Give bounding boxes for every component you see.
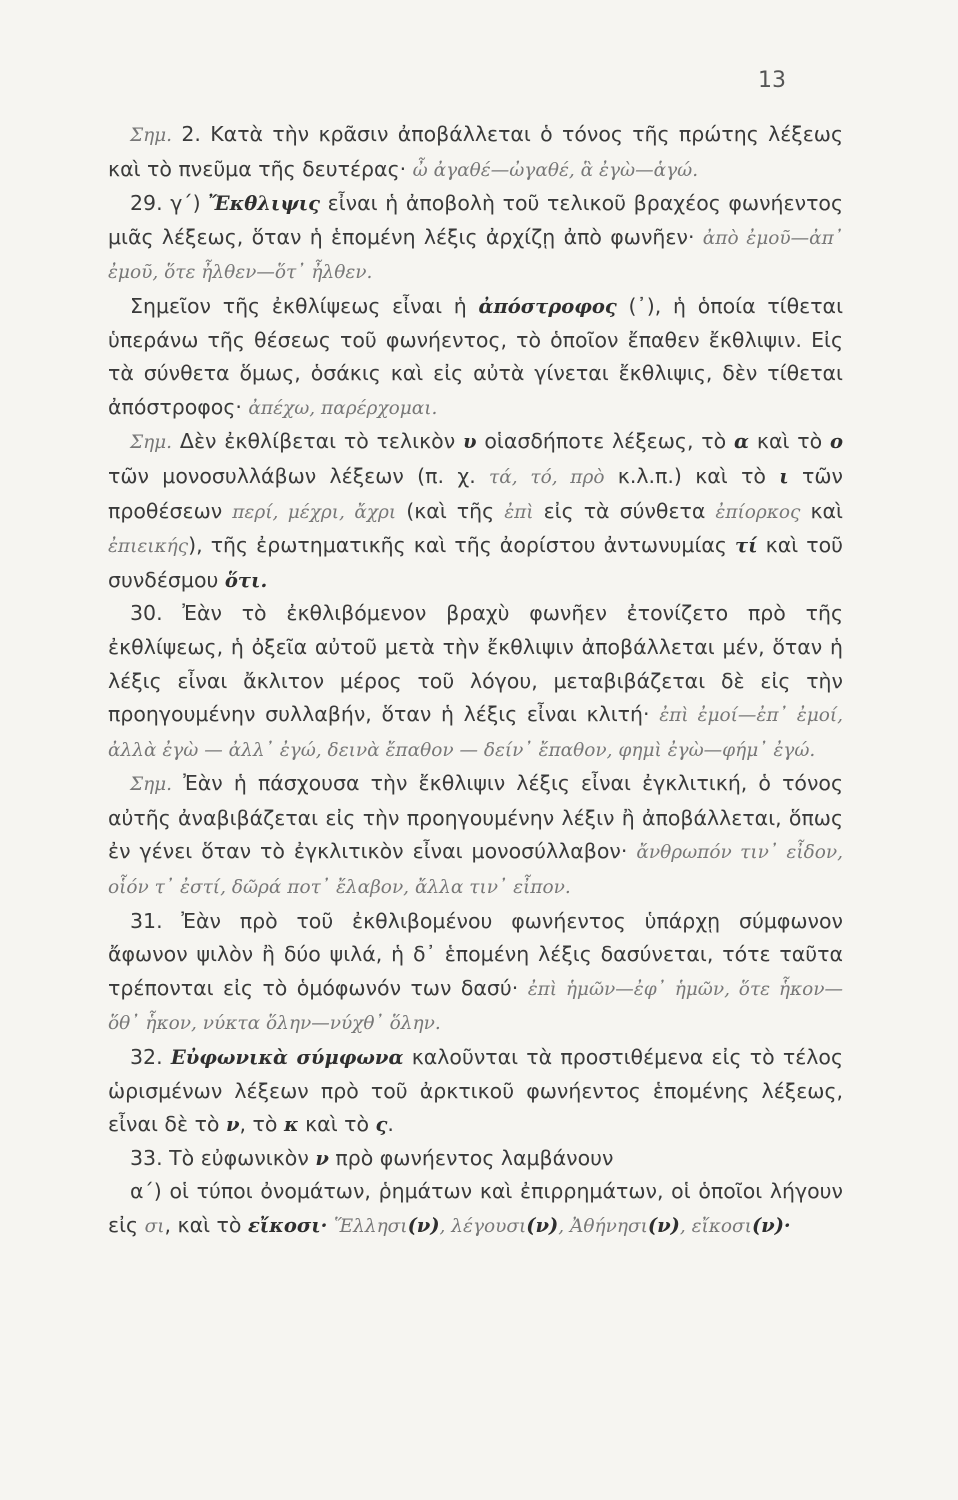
paragraph-31-aspiration	[108, 905, 843, 1041]
paragraph-29-elision	[108, 187, 843, 290]
text-run: εἶναι ἡ ἀποβολὴ τοῦ τελικοῦ βραχέος φωνήεντος μιᾶς λέξεως, ὅταν ἡ ἑπομένη λέξις ἀρχίζῃ ἀπὸ φωνῆεν·	[108, 191, 843, 249]
example-text: ἄνθρωπόν τιν᾿ εἶδον, οἷόν τ᾿ ἐστί, δῶρά ποτ᾿ ἔλαβον, ἄλλα τιν᾿ εἶπον.	[108, 842, 844, 899]
emphasis-term: α	[734, 430, 750, 454]
emphasis-term: Ἔκθλιψις	[208, 192, 320, 216]
emphasis-term: Εὐφωνικὰ σύμφωνα	[170, 1046, 404, 1070]
text-run: , καὶ τὸ	[164, 1213, 248, 1237]
paragraph-apostrophe	[108, 290, 843, 425]
example-text: , εἴκοσι	[679, 1216, 752, 1237]
page-body	[108, 118, 843, 1244]
emphasis-term: υ	[463, 430, 477, 454]
text-run: Δὲν ἐκθλίβεται τὸ τελικὸν	[172, 429, 463, 454]
text-run: τῶν μονοσυλλάβων λέξεων (π. χ.	[108, 463, 490, 488]
example-text: ἀπὸ ἐμοῦ—ἀπ᾿ ἐμοῦ, ὅτε ἦλθεν—ὅτ᾿ ἦλθεν.	[108, 227, 843, 284]
example-text: ἐπὶ	[504, 501, 534, 523]
text-run: Σημεῖον τῆς ἐκθλίψεως εἶναι ἡ	[130, 293, 479, 318]
example-text: σι	[144, 1216, 165, 1237]
text-run: 29. γ΄)	[130, 191, 209, 216]
text-run: καλοῦνται τὰ προστιθέμενα εἰς τὸ τέλος ὡρισμένων λέξεων πρὸ τοῦ ἀρκτικοῦ φωνήεντος ἑπομένης λέξεως, εἶναι δὲ τὸ	[108, 1045, 844, 1137]
text-run: καὶ τὸ	[749, 429, 830, 454]
text-run: (καὶ τῆς	[396, 498, 505, 523]
example-text: ἐπίορκος	[715, 501, 801, 523]
example-text: περί, μέχρι, ἄχρι	[232, 501, 397, 523]
emphasis-term: κ	[283, 1113, 299, 1137]
example-text: ἀπέχω, παρέρχομαι.	[248, 397, 438, 419]
example-text: Σημ.	[130, 774, 173, 796]
text-run: καὶ τὸ	[298, 1112, 376, 1137]
emphasis-term: ι	[779, 464, 789, 488]
paragraph-30-accent	[108, 597, 843, 767]
example-text: ὦ ἀγαθέ—ὠγαθέ, ἃ ἐγὼ—ἁγώ.	[412, 159, 699, 181]
text-run: εἰς τὰ σύνθετα	[533, 498, 716, 523]
text-run: οἱασδήποτε λέξεως, τὸ	[476, 429, 735, 454]
text-run: .	[387, 1112, 394, 1137]
paragraph-note-enclitic	[108, 767, 843, 904]
emphasis-term: ο	[829, 430, 843, 454]
example-text: Σημ.	[130, 125, 173, 146]
example-text: ἐπιεικής	[108, 536, 189, 558]
example-text: , Ἀθήνησι	[558, 1216, 648, 1237]
page-number: 13	[758, 68, 786, 93]
example-text: Ἕλλησι	[334, 1216, 408, 1237]
emphasis-term: ν	[225, 1113, 240, 1137]
text-run: κ.λ.π.) καὶ τὸ	[604, 463, 780, 488]
text-run: τῶν προθέσεων	[108, 463, 844, 523]
example-text: , λέγουσι	[439, 1216, 527, 1237]
text-run: 30. Ἐὰν τὸ ἐκθλιβόμενον βραχὺ φωνῆεν ἐτονίζετο πρὸ τῆς ἐκθλίψεως, ἡ ὀξεῖα αὐτοῦ μετὰ τὴν ἔκθλιψιν ἀποβάλλεται μέν, ὅταν ἡ λέξις εἶναι ἄκλιτον μέρος τοῦ λόγου, μεταβιβάζεται δὲ εἰς τὴν προηγουμένην συλλαβήν, ὅταν ἡ λέξις εἶναι κλιτή·	[108, 601, 843, 727]
emphasis-term: (ν)	[407, 1214, 440, 1237]
text-run: πρὸ φωνήεντος λαμβάνουν	[328, 1145, 614, 1170]
emphasis-term: ν	[315, 1146, 329, 1170]
text-run: , τὸ	[239, 1112, 284, 1137]
text-run: καὶ	[800, 498, 843, 523]
emphasis-term: τί	[735, 534, 758, 558]
example-text: ἐπὶ ἡμῶν—ἐφ᾿ ἡμῶν, ὅτε ἧκον—ὅθ᾿ ἧκον, νύκτα ὅλην—νύχθ᾿ ὅλην.	[108, 978, 843, 1035]
emphasis-term: ς	[375, 1113, 388, 1137]
text-run: 2. Κατὰ τὴν κρᾶσιν ἀποβάλλεται ὁ τόνος τῆς πρώτης λέξεως καὶ τὸ πνεῦμα τῆς δευτέρας·	[108, 122, 843, 181]
text-run: 32.	[130, 1045, 171, 1070]
example-text: ἐπὶ ἐμοί—ἐπ᾿ ἐμοί, ἀλλὰ ἐγὼ — ἀλλ᾿ ἐγώ, δεινὰ ἔπαθον — δείν᾿ ἔπαθον, φημὶ ἐγὼ—φήμ᾿ ἐγώ.	[108, 705, 843, 761]
paragraph-note-no-elision	[108, 425, 843, 597]
text-run: Ἐὰν ἡ πάσχουσα τὴν ἔκθλιψιν λέξις εἶναι ἐγκλιτική, ὁ τόνος αὐτῆς ἀναβιβάζεται εἰς τὴν προηγουμένην λέξιν ἢ ἀποβάλλεται, ὅπως ἐν γένει ὅταν τὸ ἐγκλιτικὸν εἶναι μονοσύλλαβον·	[108, 771, 843, 864]
paragraph-note-crasis	[108, 118, 843, 187]
text-run: α΄) οἱ τύποι ὀνομάτων, ῥημάτων καὶ ἐπιρρημάτων, οἱ ὁποῖοι λήγουν εἰς	[108, 1179, 843, 1237]
text-run: καὶ τοῦ συνδέσμου	[108, 533, 844, 592]
paragraph-32-euphonic	[108, 1041, 843, 1142]
text-run: 33. Τὸ εὐφωνικὸν	[130, 1145, 316, 1170]
emphasis-term: ὅτι.	[224, 568, 268, 592]
paragraph-33-nu	[108, 1142, 843, 1176]
emphasis-term: (ν)	[526, 1214, 559, 1237]
emphasis-term: ἀπόστροφος	[478, 294, 617, 318]
example-text: Σημ.	[130, 432, 173, 454]
paragraph-33-item-a	[108, 1175, 843, 1243]
emphasis-term: (ν)	[647, 1214, 680, 1237]
text-run: 31. Ἐὰν πρὸ τοῦ ἐκθλιβομένου φωνήεντος ὑπάρχῃ σύμφωνον ἄφωνον ψιλὸν ἢ δύο ψιλά, ἡ δ᾿ ἑπομένη λέξις δασύνεται, τότε ταῦτα τρέπονται εἰς τὸ ὁμόφωνόν των δασύ·	[108, 908, 843, 1000]
text-run: ), τῆς ἐρωτηματικῆς καὶ τῆς ἀορίστου ἀντωνυμίας	[188, 533, 736, 558]
example-text: τά, τό, πρὸ	[489, 466, 605, 488]
text-run: (᾿), ἡ ὁποία τίθεται ὑπεράνω τῆς θέσεως τοῦ φωνήεντος, τὸ ὁποῖον ἔπαθεν ἔκθλιψιν. Εἰς τὰ σύνθετα ὅμως, ὁσάκις καὶ εἰς αὐτὰ γίνεται ἔκθλιψις, δὲν τίθεται ἀπόστροφος·	[108, 293, 844, 419]
emphasis-term: (ν)·	[751, 1214, 791, 1237]
emphasis-term: εἴκοσι·	[247, 1214, 328, 1237]
